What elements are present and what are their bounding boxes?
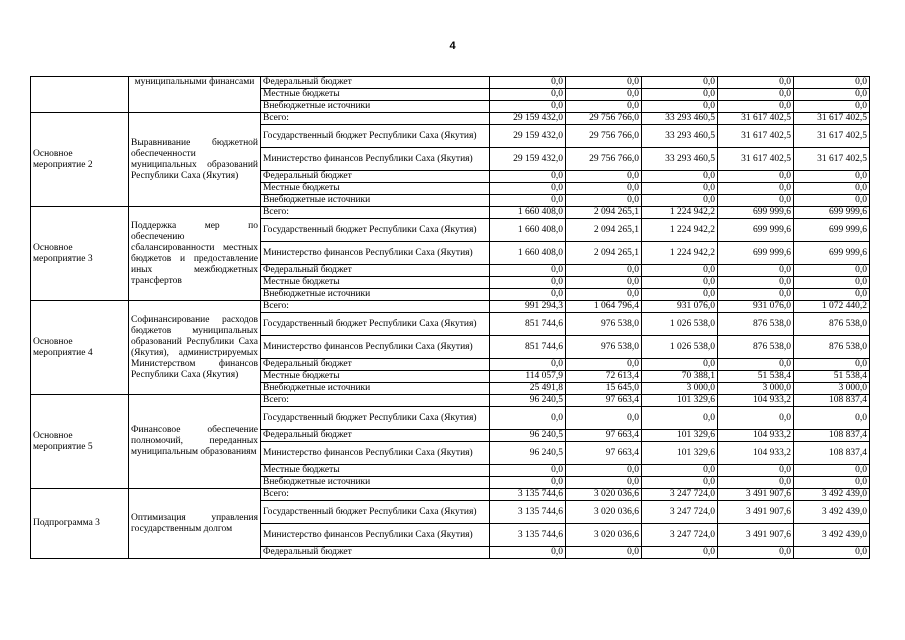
program-name-cell: Подпрограмма 3 (31, 489, 129, 559)
amount-cell: 0,0 (794, 547, 870, 559)
amount-cell: 0,0 (566, 407, 642, 430)
amount-cell: 51 538,4 (794, 371, 870, 383)
funding-source-cell: Внебюджетные источники (261, 477, 490, 489)
amount-cell: 29 159 432,0 (490, 148, 566, 171)
amount-cell: 1 660 408,0 (490, 219, 566, 242)
program-name-cell (31, 77, 129, 113)
amount-cell: 699 999,6 (794, 219, 870, 242)
amount-cell: 0,0 (718, 89, 794, 101)
amount-cell: 699 999,6 (794, 242, 870, 265)
amount-cell: 0,0 (490, 277, 566, 289)
program-name-cell: Основное мероприятие 5 (31, 395, 129, 489)
amount-cell: 0,0 (794, 195, 870, 207)
amount-cell: 0,0 (490, 89, 566, 101)
funding-source-cell: Министерство финансов Республики Саха (Якутия) (261, 148, 490, 171)
amount-cell: 0,0 (490, 547, 566, 559)
amount-cell: 3 247 724,0 (642, 501, 718, 524)
amount-cell: 0,0 (490, 183, 566, 195)
amount-cell: 3 000,0 (718, 383, 794, 395)
funding-source-cell: Местные бюджеты (261, 89, 490, 101)
funding-source-cell: Местные бюджеты (261, 183, 490, 195)
funding-source-cell: Министерство финансов Республики Саха (Якутия) (261, 442, 490, 465)
amount-cell: 0,0 (794, 89, 870, 101)
amount-cell: 72 613,4 (566, 371, 642, 383)
amount-cell: 97 663,4 (566, 430, 642, 442)
amount-cell: 33 293 460,5 (642, 125, 718, 148)
amount-cell: 104 933,2 (718, 430, 794, 442)
amount-cell: 0,0 (718, 465, 794, 477)
amount-cell: 0,0 (490, 171, 566, 183)
amount-cell: 0,0 (794, 77, 870, 89)
amount-cell: 0,0 (566, 289, 642, 301)
amount-cell: 0,0 (642, 89, 718, 101)
amount-cell: 1 224 942,2 (642, 207, 718, 219)
amount-cell: 0,0 (566, 277, 642, 289)
amount-cell: 33 293 460,5 (642, 113, 718, 125)
amount-cell: 851 744,6 (490, 313, 566, 336)
program-title-cell: муниципальными финансами (129, 77, 261, 113)
funding-source-cell: Федеральный бюджет (261, 359, 490, 371)
amount-cell: 0,0 (490, 465, 566, 477)
amount-cell: 3 135 744,6 (490, 524, 566, 547)
amount-cell: 15 645,0 (566, 383, 642, 395)
amount-cell: 0,0 (794, 171, 870, 183)
amount-cell: 0,0 (718, 265, 794, 277)
amount-cell: 114 057,9 (490, 371, 566, 383)
amount-cell: 31 617 402,5 (718, 125, 794, 148)
amount-cell: 0,0 (490, 195, 566, 207)
amount-cell: 3 020 036,6 (566, 501, 642, 524)
budget-table (30, 76, 870, 559)
funding-source-cell: Всего: (261, 395, 490, 407)
amount-cell: 0,0 (718, 183, 794, 195)
funding-source-cell: Всего: (261, 301, 490, 313)
amount-cell: 0,0 (794, 359, 870, 371)
amount-cell: 25 491,8 (490, 383, 566, 395)
amount-cell: 699 999,6 (718, 207, 794, 219)
amount-cell: 0,0 (490, 265, 566, 277)
amount-cell: 0,0 (718, 77, 794, 89)
amount-cell: 2 094 265,1 (566, 219, 642, 242)
amount-cell: 31 617 402,5 (794, 125, 870, 148)
amount-cell: 0,0 (642, 101, 718, 113)
funding-source-cell: Федеральный бюджет (261, 265, 490, 277)
funding-source-cell: Министерство финансов Республики Саха (Якутия) (261, 336, 490, 359)
amount-cell: 3 135 744,6 (490, 489, 566, 501)
funding-source-cell: Всего: (261, 113, 490, 125)
amount-cell: 0,0 (718, 359, 794, 371)
amount-cell: 0,0 (490, 407, 566, 430)
amount-cell: 1 026 538,0 (642, 313, 718, 336)
table-row (31, 489, 870, 501)
funding-source-cell: Внебюджетные источники (261, 383, 490, 395)
amount-cell: 0,0 (718, 195, 794, 207)
amount-cell: 96 240,5 (490, 430, 566, 442)
amount-cell: 1 026 538,0 (642, 336, 718, 359)
amount-cell: 3 135 744,6 (490, 501, 566, 524)
amount-cell: 0,0 (566, 265, 642, 277)
program-name-cell: Основное мероприятие 3 (31, 207, 129, 301)
table-row (31, 77, 870, 89)
amount-cell: 876 538,0 (718, 313, 794, 336)
amount-cell: 3 492 439,0 (794, 501, 870, 524)
amount-cell: 0,0 (566, 465, 642, 477)
amount-cell: 101 329,6 (642, 442, 718, 465)
funding-source-cell: Государственный бюджет Республики Саха (Якутия) (261, 501, 490, 524)
amount-cell: 0,0 (642, 277, 718, 289)
funding-source-cell: Местные бюджеты (261, 371, 490, 383)
amount-cell: 0,0 (566, 89, 642, 101)
amount-cell: 0,0 (794, 101, 870, 113)
program-title-cell: Оптимизация управления государственным долгом (129, 489, 261, 559)
amount-cell: 108 837,4 (794, 442, 870, 465)
amount-cell: 3 491 907,6 (718, 524, 794, 547)
table-body (31, 77, 870, 559)
amount-cell: 0,0 (566, 195, 642, 207)
amount-cell: 0,0 (794, 477, 870, 489)
amount-cell: 0,0 (490, 101, 566, 113)
amount-cell: 96 240,5 (490, 442, 566, 465)
amount-cell: 0,0 (490, 77, 566, 89)
amount-cell: 51 538,4 (718, 371, 794, 383)
amount-cell: 0,0 (718, 171, 794, 183)
amount-cell: 29 756 766,0 (566, 113, 642, 125)
amount-cell: 96 240,5 (490, 395, 566, 407)
amount-cell: 0,0 (794, 465, 870, 477)
amount-cell: 876 538,0 (718, 336, 794, 359)
amount-cell: 0,0 (718, 101, 794, 113)
table-row (31, 301, 870, 313)
funding-source-cell: Внебюджетные источники (261, 289, 490, 301)
amount-cell: 0,0 (566, 183, 642, 195)
program-name-cell: Основное мероприятие 2 (31, 113, 129, 207)
funding-source-cell: Федеральный бюджет (261, 547, 490, 559)
program-title-cell: Выравнивание бюджетной обеспеченности муниципальных образований Республики Саха (Якутия) (129, 113, 261, 207)
amount-cell: 0,0 (566, 477, 642, 489)
amount-cell: 699 999,6 (718, 242, 794, 265)
amount-cell: 3 491 907,6 (718, 501, 794, 524)
amount-cell: 0,0 (490, 477, 566, 489)
amount-cell: 3 000,0 (794, 383, 870, 395)
amount-cell: 931 076,0 (718, 301, 794, 313)
amount-cell: 3 491 907,6 (718, 489, 794, 501)
amount-cell: 0,0 (566, 547, 642, 559)
funding-source-cell: Государственный бюджет Республики Саха (Якутия) (261, 219, 490, 242)
amount-cell: 0,0 (642, 77, 718, 89)
amount-cell: 1 072 440,2 (794, 301, 870, 313)
amount-cell: 2 094 265,1 (566, 242, 642, 265)
amount-cell: 2 094 265,1 (566, 207, 642, 219)
amount-cell: 0,0 (642, 359, 718, 371)
amount-cell: 31 617 402,5 (794, 113, 870, 125)
amount-cell: 3 020 036,6 (566, 524, 642, 547)
amount-cell: 1 224 942,2 (642, 219, 718, 242)
program-name-cell: Основное мероприятие 4 (31, 301, 129, 395)
amount-cell: 3 247 724,0 (642, 524, 718, 547)
amount-cell: 0,0 (642, 265, 718, 277)
table-row (31, 395, 870, 407)
amount-cell: 33 293 460,5 (642, 148, 718, 171)
amount-cell: 101 329,6 (642, 395, 718, 407)
amount-cell: 1 660 408,0 (490, 207, 566, 219)
amount-cell: 991 294,3 (490, 301, 566, 313)
page-number: 4 (449, 40, 456, 52)
amount-cell: 104 933,2 (718, 395, 794, 407)
amount-cell: 29 159 432,0 (490, 113, 566, 125)
funding-source-cell: Местные бюджеты (261, 277, 490, 289)
program-title-cell: Софинансирование расходов бюджетов муниципальных образований Республики Саха (Якутия), администрируемых Министерством финансов Республики Саха (Якутия) (129, 301, 261, 395)
amount-cell: 0,0 (794, 289, 870, 301)
amount-cell: 0,0 (566, 171, 642, 183)
amount-cell: 0,0 (642, 289, 718, 301)
amount-cell: 699 999,6 (794, 207, 870, 219)
amount-cell: 0,0 (566, 101, 642, 113)
amount-cell: 31 617 402,5 (718, 113, 794, 125)
program-title-cell: Поддержка мер по обеспечению сбалансированности местных бюджетов и предоставление иных межбюджетных трансфертов (129, 207, 261, 301)
amount-cell: 851 744,6 (490, 336, 566, 359)
amount-cell: 3 020 036,6 (566, 489, 642, 501)
amount-cell: 1 224 942,2 (642, 242, 718, 265)
amount-cell: 3 492 439,0 (794, 489, 870, 501)
amount-cell: 976 538,0 (566, 336, 642, 359)
amount-cell: 108 837,4 (794, 430, 870, 442)
funding-source-cell: Государственный бюджет Республики Саха (Якутия) (261, 407, 490, 430)
funding-source-cell: Министерство финансов Республики Саха (Якутия) (261, 242, 490, 265)
amount-cell: 976 538,0 (566, 313, 642, 336)
funding-source-cell: Местные бюджеты (261, 465, 490, 477)
amount-cell: 3 492 439,0 (794, 524, 870, 547)
amount-cell: 0,0 (642, 407, 718, 430)
amount-cell: 0,0 (566, 359, 642, 371)
funding-source-cell: Внебюджетные источники (261, 195, 490, 207)
amount-cell: 0,0 (718, 289, 794, 301)
amount-cell: 0,0 (642, 465, 718, 477)
amount-cell: 0,0 (794, 407, 870, 430)
funding-source-cell: Федеральный бюджет (261, 171, 490, 183)
amount-cell: 876 538,0 (794, 313, 870, 336)
amount-cell: 0,0 (718, 277, 794, 289)
funding-source-cell: Всего: (261, 207, 490, 219)
amount-cell: 0,0 (566, 77, 642, 89)
program-title-cell: Финансовое обеспечение полномочий, переданных муниципальным образованиям (129, 395, 261, 489)
funding-source-cell: Федеральный бюджет (261, 430, 490, 442)
amount-cell: 0,0 (642, 547, 718, 559)
amount-cell: 0,0 (490, 289, 566, 301)
amount-cell: 31 617 402,5 (794, 148, 870, 171)
amount-cell: 0,0 (642, 171, 718, 183)
amount-cell: 97 663,4 (566, 442, 642, 465)
amount-cell: 0,0 (642, 183, 718, 195)
amount-cell: 0,0 (794, 277, 870, 289)
funding-source-cell: Государственный бюджет Республики Саха (Якутия) (261, 125, 490, 148)
table-row (31, 113, 870, 125)
amount-cell: 0,0 (642, 195, 718, 207)
amount-cell: 29 756 766,0 (566, 148, 642, 171)
amount-cell: 1 660 408,0 (490, 242, 566, 265)
amount-cell: 101 329,6 (642, 430, 718, 442)
funding-source-cell: Государственный бюджет Республики Саха (Якутия) (261, 313, 490, 336)
amount-cell: 0,0 (642, 477, 718, 489)
amount-cell: 3 000,0 (642, 383, 718, 395)
amount-cell: 29 159 432,0 (490, 125, 566, 148)
funding-source-cell: Министерство финансов Республики Саха (Якутия) (261, 524, 490, 547)
amount-cell: 0,0 (718, 407, 794, 430)
funding-source-cell: Всего: (261, 489, 490, 501)
amount-cell: 97 663,4 (566, 395, 642, 407)
amount-cell: 0,0 (718, 477, 794, 489)
amount-cell: 108 837,4 (794, 395, 870, 407)
amount-cell: 0,0 (794, 183, 870, 195)
amount-cell: 931 076,0 (642, 301, 718, 313)
amount-cell: 699 999,6 (718, 219, 794, 242)
amount-cell: 0,0 (718, 547, 794, 559)
amount-cell: 0,0 (490, 359, 566, 371)
table-row (31, 207, 870, 219)
funding-source-cell: Федеральный бюджет (261, 77, 490, 89)
funding-source-cell: Внебюджетные источники (261, 101, 490, 113)
amount-cell: 31 617 402,5 (718, 148, 794, 171)
amount-cell: 70 388,1 (642, 371, 718, 383)
amount-cell: 1 064 796,4 (566, 301, 642, 313)
amount-cell: 0,0 (794, 265, 870, 277)
amount-cell: 3 247 724,0 (642, 489, 718, 501)
amount-cell: 876 538,0 (794, 336, 870, 359)
amount-cell: 29 756 766,0 (566, 125, 642, 148)
amount-cell: 104 933,2 (718, 442, 794, 465)
